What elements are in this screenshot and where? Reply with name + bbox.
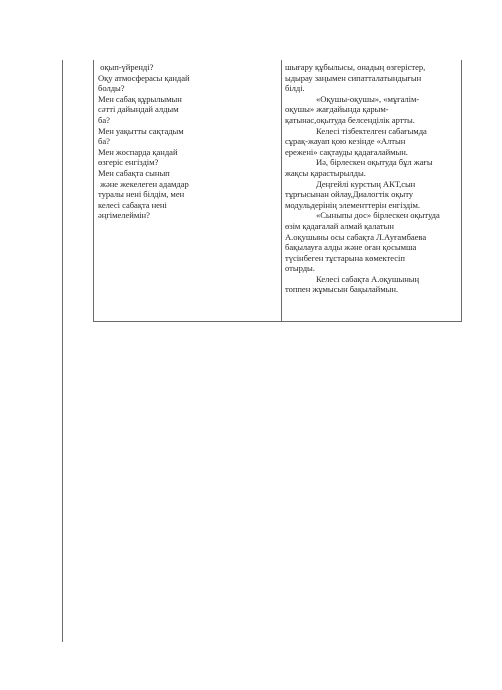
left-cell-line: Мен жоспарда қандай <box>98 146 178 157</box>
right-cell-line: топпен жұмысын бақылаймын. <box>285 284 398 295</box>
left-cell-questions <box>98 62 190 221</box>
right-cell-line: оқушы» жағдайында қарым- <box>285 104 389 115</box>
right-cell-line: модульдерінің элементтерін енгіздім. <box>285 199 420 210</box>
right-cell-line: білді. <box>285 83 305 94</box>
right-cell-line: сұрақ-жауап қою кезінде «Алтын <box>285 136 406 147</box>
right-cell-line: «Оқушы-оқушы», «мұғалім- <box>316 93 420 104</box>
right-cell-line: А.оқушыны осы сабақта Л.Ауғамбаева <box>285 231 427 242</box>
right-cell-line: Келесі тізбектелген сабағымда <box>316 125 427 136</box>
right-cell-line: отырды. <box>285 263 315 274</box>
left-cell-line: ба? <box>98 114 110 125</box>
left-cell-line: Мен сабақта сынып <box>98 167 170 178</box>
left-cell-line: өзгеріс енгіздім? <box>98 157 159 168</box>
right-cell-line: өзім қадағалай алмай қалатын <box>285 220 394 231</box>
table-border-inner-left <box>93 60 94 322</box>
table-row-divider <box>93 321 462 322</box>
left-cell-line: оқып-үйренді? <box>98 62 154 72</box>
left-cell-line: сәтті дайындай алдым <box>98 104 179 115</box>
left-cell-line: Мен уақытты сақтадым <box>98 125 184 136</box>
right-cell-line: қатынас,оқытуда белсенділік артты. <box>285 114 415 125</box>
right-cell-line: шығару құбылысы, онадың өзгерістер, <box>285 62 426 72</box>
right-cell-line: бақылауға алды және оған қосымша <box>285 242 417 253</box>
right-cell-line: Келесі сабақта А.оқушының <box>316 273 420 284</box>
left-cell-line: Мен сабақ құрылымын <box>98 93 182 104</box>
left-cell-line: болды? <box>98 83 125 94</box>
right-cell-line: ыдырау заңымен сипатталатындығын <box>285 72 422 83</box>
right-cell-line: «Сыныпы дос» бірлескен оқытуда <box>316 210 440 221</box>
right-cell-line: түсінбеген тұстарына көмектесіп <box>285 252 405 263</box>
left-cell-line: Оқу атмосферасы қандай <box>98 72 190 83</box>
right-cell-line: ережені» сақтауды қадағалаймын. <box>285 146 408 157</box>
right-cell-line: Деңгейлі курстың АКТ,сын <box>316 178 416 189</box>
right-cell-line: тұрғысынан ойлау,Диалогтік оқыту <box>285 189 414 200</box>
table-column-divider <box>281 60 282 322</box>
right-cell-reflection <box>285 62 440 295</box>
right-cell-line: Иә, бірлескен оқытуда бұл жағы <box>316 157 433 168</box>
right-cell-line: жақсы қарастырылды. <box>285 167 366 178</box>
left-cell-line: туралы нені білдім, мен <box>98 189 185 200</box>
table-border-outer-left <box>62 60 63 642</box>
table-border-right <box>461 60 462 322</box>
left-cell-line: және жекелеген адамдар <box>98 178 189 189</box>
left-cell-line: әңгімелеймін? <box>98 210 150 221</box>
left-cell-line: ба? <box>98 136 110 147</box>
left-cell-line: келесі сабақта нені <box>98 199 167 210</box>
